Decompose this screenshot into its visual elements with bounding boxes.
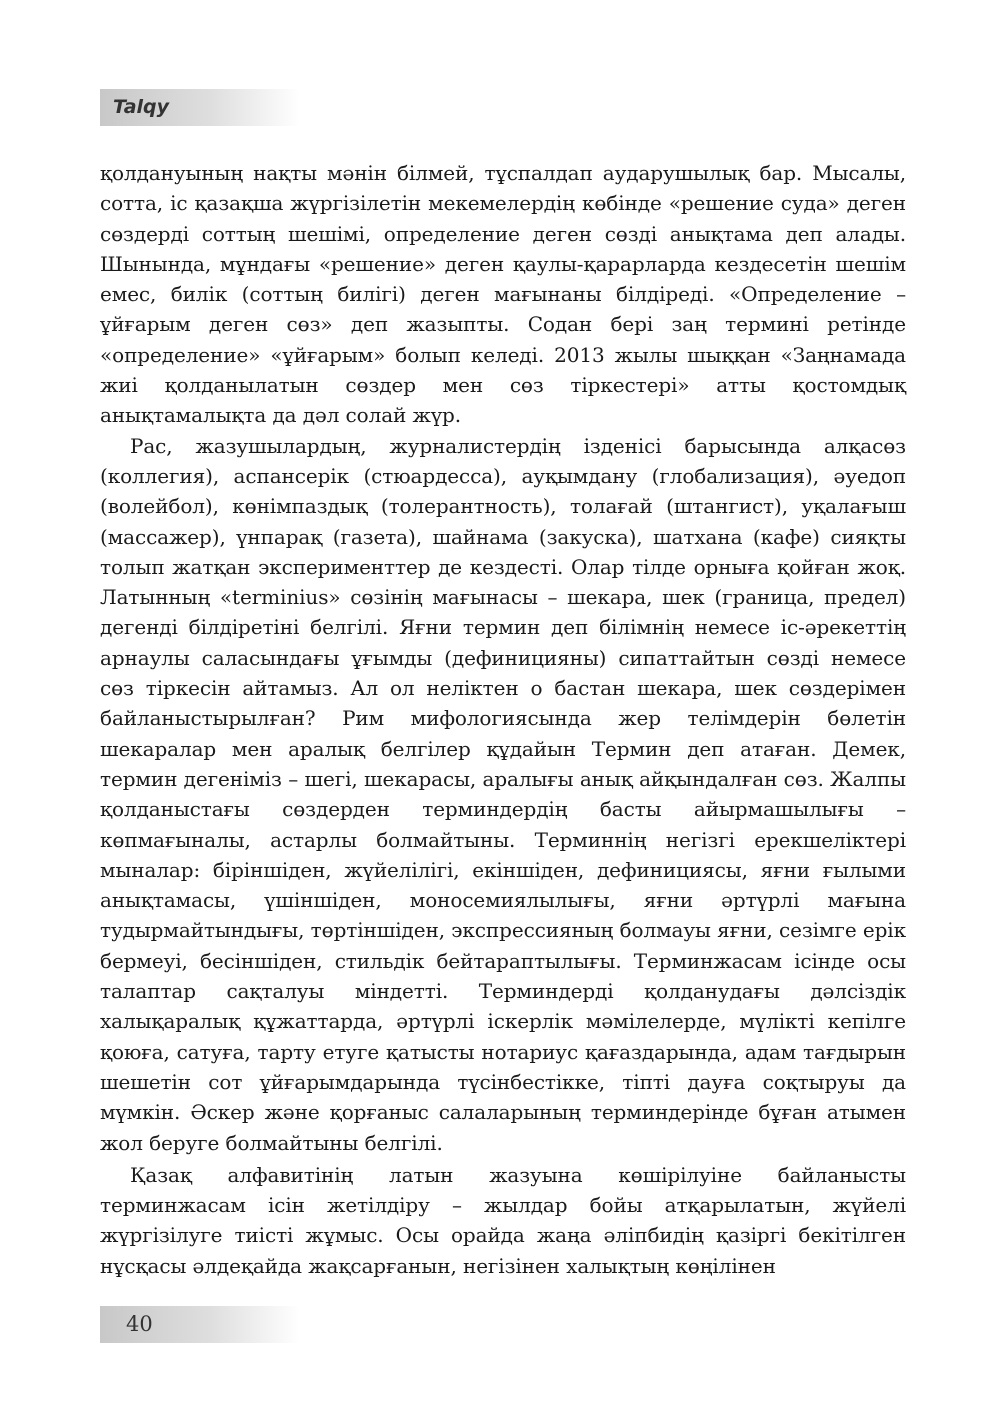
page-number: 40 — [126, 1312, 153, 1336]
page-footer — [100, 1306, 300, 1343]
journal-title: Talqy — [113, 96, 170, 118]
article-body — [100, 158, 906, 1281]
running-header — [100, 89, 300, 126]
paragraph-2: Рас, жазушылардың, журналистердің ізденісі барысында алқасөз (коллегия), аспансерік (стюардесса), ауқымдану (глобализация), әуедоп (волейбол), көнімпаздық (толерантность), толағай (штангист), уқалағыш (массажер), үнпарақ (газета), шайнама (закуска), шатхана (кафе) сияқты толып жатқан эксперименттер де кездесті. Олар тілде орнығa қойған жоқ. Латынның «terminius» сөзінің мағынасы – шекара, шек (граница, предел) дегенді білдіретіні белгілі. Яғни термин деп білімнің немесе іс-әрекеттің арнаулы саласындағы ұғымды (дефиницияны) сипаттайтын сөзді немесе сөз тіркесін айтамыз. Ал ол неліктен о бастан шекара, шек сөздерімен байланыстырылған? Рим мифологиясында жер телімдерін бөлетін шекаралар мен аралық белгілер құдайын Термин деп атаған. Демек, термин дегеніміз – шегі, шекарасы, аралығы анық айқындалған сөз. Жалпы қолданыстағы сөздерден терминдердің басты айырмашылығы – көпмағыналы, астарлы болмайтыны. Терминнің негізгі ерекшеліктері мыналар: біріншіден, жүйелілігі, екіншіден, дефинициясы, яғни ғылыми анықтамасы, үшіншіден, моносемиялылығы, яғни әртүрлі мағына тудырмайтындығы, төртіншіден, экспрессияның болмауы яғни, сезімге ерік бермеуі, бесіншіден, стильдік бейтараптылығы. Терминжасам ісінде осы талаптар сақталуы міндетті. Терминдерді қолданудағы дәлсіздік халықаралық құжаттарда, әртүрлі іскерлік мәмілелерде, мүлікті кепілге қоюға, сатуға, тарту етуге қатысты нотариус қағаздарында, адам тағдырын шешетін сот ұйғарымдарында түсінбестікке, тіпті дауға соқтыруы да мүмкін. Әскер және қорғаныс салаларының терминдерінде бұған атымен жол беруге болмайтыны белгілі. — [100, 433, 906, 1155]
paragraph-1: қолдануының нақты мәнін білмей, тұспалдап аударушылық бар. Мысалы, сотта, іс қазақша жүргізілетін мекемелердің көбінде «решение суда» деген сөздерді соттың шешімі, определение деген сөзді анықтама деп алады. Шынында, мұндағы «решение» деген қаулы-қарарларда кездесетін шешім емес, билік (соттың билігі) деген мағынаны білдіреді. «Определение – ұйғарым деген сөз» деп жазыпты. Содан бері заң термині ретінде «определение» «ұйғарым» болып келеді. 2013 жылы шыққан «Заңнамада жиі қолданылатын сөздер мен сөз тіркестері» атты қостомдық анықтамалықта да дәл солай жүр. — [100, 161, 906, 428]
paragraph-3: Қазақ алфавитінің латын жазуына көшірілуіне байланысты терминжасам ісін жетілдіру – жылдар бойы атқарылатын, жүйелі жүргізілуге тиісті жұмыс. Осы орайда жаңа әліпбидің қазіргі бекітілген нұсқасы әлдеқайда жақсарғанын, негізінен халықтың көңілінен — [100, 1162, 906, 1278]
